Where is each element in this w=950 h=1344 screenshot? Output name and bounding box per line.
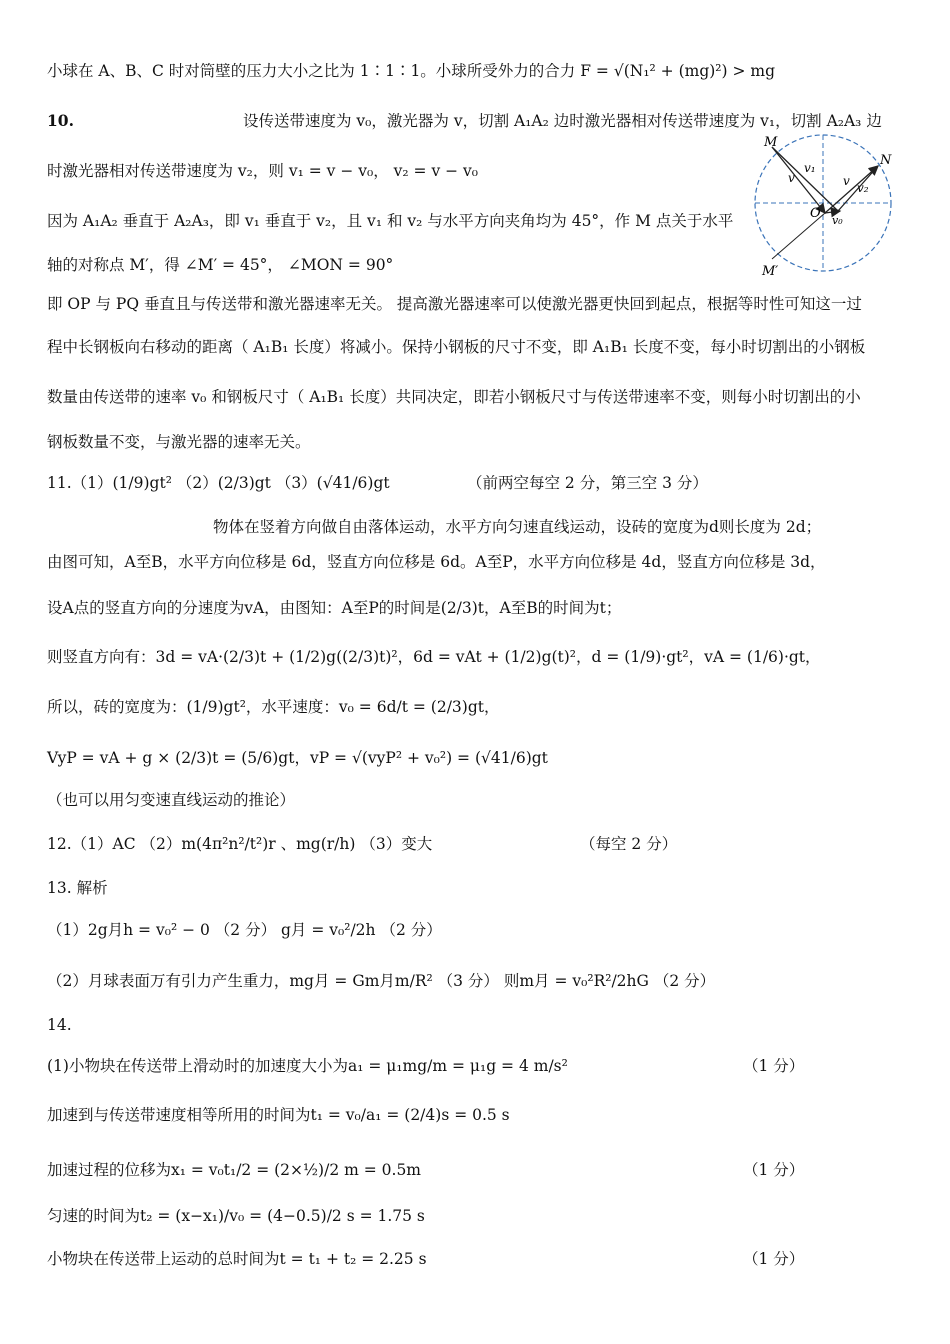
question-14-score-3: （1 分） <box>743 1250 805 1268</box>
text-line-6: 即 OP 与 PQ 垂直且与传送带和激光器速率无关。 提高激光器速率可以使激光器更快回到起点，根据等时性可知这一过 <box>47 295 862 313</box>
label-v0: v₀ <box>832 214 843 227</box>
velocity-diagram <box>748 128 908 278</box>
text-line-9: 钢板数量不变，与激光器的速率无关。 <box>47 433 311 451</box>
question-14-line-3: 加速过程的位移为x₁ = v₀t₁/2 = (2×½)/2 m = 0.5m <box>47 1161 421 1179</box>
text-line-4: 因为 A₁A₂ 垂直于 A₂A₃，即 v₁ 垂直于 v₂，且 v₁ 和 v₂ 与水平方向夹角均为 45°，作 M 点关于水平 <box>47 212 734 230</box>
question-13-heading: 13. 解析 <box>47 879 108 897</box>
question-14-line-1: (1)小物块在传送带上滑动时的加速度大小为a₁ = μ₁mg/m = μ₁g = 4 m/s² <box>47 1057 568 1075</box>
question-11-score: （前两空每空 2 分，第三空 3 分） <box>467 474 708 492</box>
label-v1: v₁ <box>804 161 816 175</box>
text-line-12: 由图可知，A至B，水平方向位移是 6d，竖直方向位移是 6d。A至P，水平方向位移是 4d，竖直方向位移是 3d， <box>47 553 826 571</box>
text-line-16: VyP = vA + g × (2/3)t = (5/6)gt，vP = √(vyP² + v₀²) = (√41/6)gt <box>47 749 548 767</box>
question-14-score-1: （1 分） <box>743 1057 805 1075</box>
question-13-part-1: （1）2g月h = v₀² − 0 （2 分） g月 = v₀²/2h （2 分） <box>47 921 442 939</box>
question-14-line-4: 匀速的时间为t₂ = (x−x₁)/v₀ = (4−0.5)/2 s = 1.75 s <box>47 1207 425 1225</box>
label-v2: v₂ <box>857 181 869 195</box>
label-v: v <box>788 171 795 185</box>
question-10-number: 10. <box>47 111 74 130</box>
question-14-line-5: 小物块在传送带上运动的总时间为t = t₁ + t₂ = 2.25 s <box>47 1250 427 1268</box>
text-line-5: 轴的对称点 M′，得 ∠M′ = 45°， ∠MON = 90° <box>47 256 394 274</box>
text-line-13: 设A点的竖直方向的分速度为vA，由图知：A至P的时间是(2/3)t，A至B的时间为t； <box>47 599 622 617</box>
text-line-15: 所以，砖的宽度为：(1/9)gt²，水平速度：v₀ = 6d/t = (2/3)gt， <box>47 698 500 716</box>
question-12-answers: 12.（1）AC （2）m(4π²n²/t²)r 、mg(r/h) （3）变大 <box>47 835 433 853</box>
question-14-score-2: （1 分） <box>743 1161 805 1179</box>
label-Mprime: M′ <box>762 264 779 278</box>
text-line-11: 物体在竖着方向做自由落体运动，水平方向匀速直线运动，设砖的宽度为d则长度为 2d； <box>213 518 822 536</box>
question-13-part-2: （2）月球表面万有引力产生重力，mg月 = Gm月m/R² （3 分） 则m月 = v₀²R²/2hG （2 分） <box>47 972 716 990</box>
text-line-7: 程中长钢板向右移动的距离（ A₁B₁ 长度）将减小。保持小钢板的尺寸不变，即 A₁B₁ 长度不变，每小时切割出的小钢板 <box>47 338 866 356</box>
text-line-2: 设传送带速度为 v₀，激光器为 v，切割 A₁A₂ 边时激光器相对传送带速度为 v₁，切割 A₂A₃ 边 <box>243 112 882 130</box>
question-14-heading: 14. <box>47 1016 72 1034</box>
line-M-O <box>772 147 838 211</box>
label-M: M <box>764 135 778 150</box>
text-line-3: 时激光器相对传送带速度为 v₂，则 v₁ = v − v₀， v₂ = v − v₀ <box>47 162 479 180</box>
label-O: O <box>810 206 821 221</box>
question-12-score: （每空 2 分） <box>580 835 678 853</box>
label-N: N <box>880 153 892 168</box>
question-14-line-2: 加速到与传送带速度相等所用的时间为t₁ = v₀/a₁ = (2/4)s = 0.5 s <box>47 1106 510 1124</box>
question-11-answers: 11.（1）(1/9)gt² （2）(2/3)gt （3）(√41/6)gt <box>47 474 390 492</box>
text-line-8: 数量由传送带的速率 v₀ 和钢板尺寸（ A₁B₁ 长度）共同决定，即若小钢板尺寸与传送带速率不变，则每小时切割出的小 <box>47 388 861 406</box>
text-line-14: 则竖直方向有：3d = vA·(2/3)t + (1/2)g((2/3)t)²，6d = vAt + (1/2)g(t)²，d = (1/9)·gt²，vA = (1/6)·gt， <box>47 648 821 666</box>
text-line-17: （也可以用匀变速直线运动的推论） <box>47 791 296 809</box>
label-v-right: v <box>843 174 850 188</box>
text-line-1: 小球在 A、B、C 时对筒壁的压力大小之比为 1∶1∶1。小球所受外力的合力 F = √(N₁² + (mg)²) > mg <box>47 62 776 80</box>
vector-v2 <box>825 166 878 213</box>
